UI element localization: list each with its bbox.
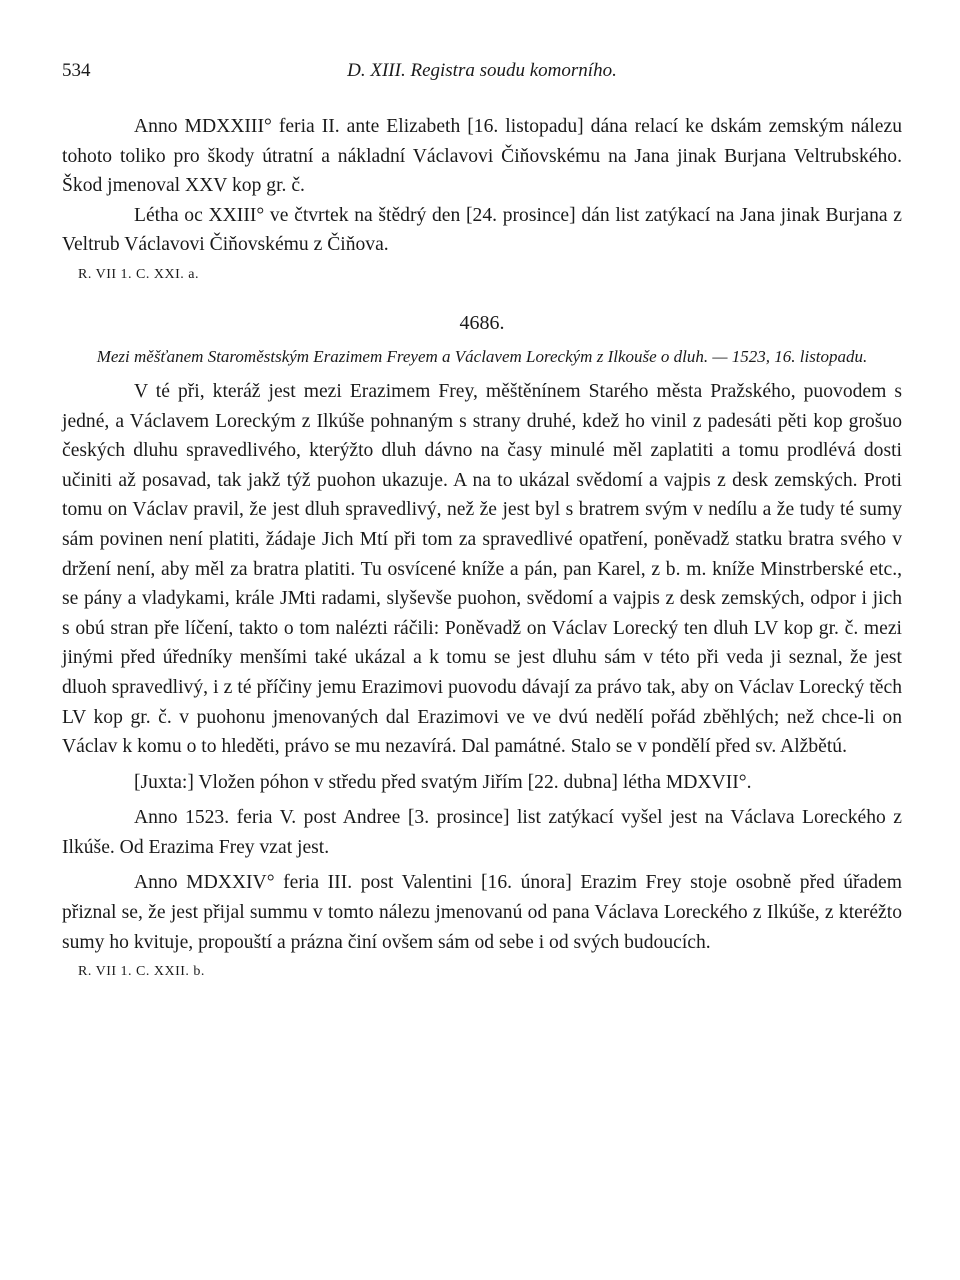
paragraph: Anno MDXXIII° feria II. ante Elizabeth [16. listopadu] dána relací ke dskám zemským nálezu tohoto toliko pro škody útratní a nákladní Václavovi Čiňovskému na Jana jinak Burjana Veltrubského. Škod jmenoval XXV kop gr. č. [62,116,902,197]
entry-number: 4686. [459,311,505,334]
previous-entry-continuation [62,112,902,286]
paragraph: Anno MDXXIV° feria III. post Valentini [16. února] Erazim Frey stoje osobně před úřadem přiznal se, že jest přijal summu v tomto nálezu jmenovanú od pana Václava Loreckého z Ilkúše, z kteréžto sumy ho kvituje, propouští a prázna činí ovšem sám od sebe i od svých budoucích. [62,872,902,953]
paragraph: [Juxta:] Vložen póhon v středu před svatým Jiřím [22. dubna] létha MDXVII°. [134,771,752,793]
paragraph: V té při, kteráž jest mezi Erazimem Frey, měštěnínem Starého města Pražského, puovodem s jedné, a Václavem Loreckým z Ilkúše pohnaným s strany druhé, kdež ho vinil z padesáti pěti kop grošuo českých dluhu spravedlivého, kterýžto dluh dávno na časy minulé měl zaplatiti a tomu prodlévá dosti učiniti až posavad, tak jakž týž puohon ukazuje. A na to ukázal svědomí a vajpis z desk zemských. Proti tomu on Václav pravil, že jest dluh spravedlivý, než že jest byl s bratrem svým v nedílu a že tudy té sumy sám povinen není platiti, žádaje Jich Mtí při tom za spravedlivé opatření, poněvadž statku bratra svého v držení není, aby měl za bratra platiti. Tu osvícené kníže a pán, pan Karel, z b. m. kníže Minstrberské etc., se pány a vladykami, krále JMti radami, slyševše puohon, svědomí a vajpis z desk zemských, odpor i jich s obú stran pře líčení, takto o tom nalézti ráčili: Poněvadž on Václav Lorecký ten dluh LV kop gr. č. mezi jinými před úředníky menšími také ukázal a k tomu se jest dluhu sám v této při veda ji seznal, že jest dluoh spravedlivý, i z té příčiny jemu Erazimovi puovodu dávají za právo tak, aby on Václav Lorecký těch LV kop gr. č. v puohonu jmenovaných dal Erazimovi ve ve dvú nedělí pořád zběhlých; než chce-li on Václav k komu o to hleděti, právo se mu nezavírá. Dal památné. Stalo se v pondělí před sv. Alžbětú. [62,380,902,758]
page-number: 534 [62,60,91,81]
paragraph: Létha oc XXIII° ve čtvrtek na štědrý den [24. prosince] dán list zatýkací na Jana jinak Burjana z Veltrub Václavovi Čiňovskému z Čiňova. [62,204,902,256]
document-page [62,60,902,983]
paragraph: Anno 1523. feria V. post Andree [3. prosince] list zatýkací vyšel jest na Václava Loreckého z Ilkúše. Od Erazima Frey vzat jest. [62,807,902,858]
entry-4686 [62,312,902,983]
running-header [62,60,902,90]
entry-heading: Mezi měšťanem Staroměstským Erazimem Freyem a Václavem Loreckým z Ilkouše o dluh. — 1523, 16. listopadu. [96,346,868,366]
running-title: D. XIII. Registra soudu komorního. [347,60,617,81]
archival-reference: R. VII 1. C. XXII. b. [78,964,205,980]
archival-reference: R. VII 1. C. XXI. a. [78,266,199,282]
